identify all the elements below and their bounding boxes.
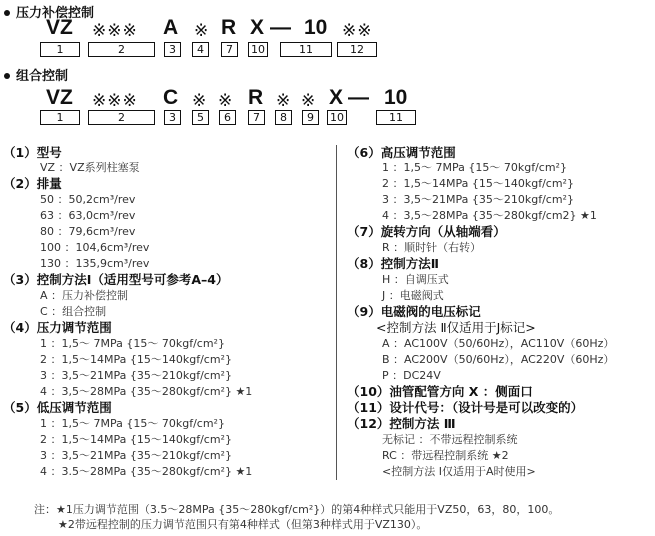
code-box: 1 [40,110,80,125]
left-item: VZ ：VZ系列柱塞泵 [40,161,140,174]
code-box: 11 [376,110,416,125]
code-box: 10 [248,42,268,57]
right-item: 3 ：3,5～21MPa {35～210kgf/cm²} [382,193,574,206]
code-x: X [329,86,344,109]
left-item: 2 ：1,5～14MPa {15～140kgf/cm²} [40,353,232,366]
code-box: 7 [248,110,265,125]
left-heading: （1）型号 [3,145,62,160]
code-dash: — [270,16,291,39]
code-star: ※※ [342,21,373,40]
code-box: 5 [192,110,209,125]
left-item: 4 ：3.5～28MPa {35～280kgf/cm²} ★1 [40,465,253,478]
right-item: 4 ：3,5～28MPa {35～280kgf/cm2} ★1 [382,209,597,222]
code-a: A [163,16,179,39]
right-heading: （11）设计代号：（设计号是可以改变的） [347,400,584,415]
left-item: 2 ：1,5～14MPa {15～140kgf/cm²} [40,433,232,446]
left-item: 130 ：135,9cm³/rev [40,257,150,270]
code-box: 10 [327,110,347,125]
code-x: X [250,16,265,39]
right-heading: （7）旋转方向（从轴端看） [347,224,506,239]
right-item: P ：DC24V [382,369,441,382]
code-box: 11 [280,42,332,57]
right-item: H ：自调压式 [382,273,449,286]
right-item: <控制方法 Ⅰ仅适用于A时使用> [382,465,536,478]
left-heading: （5）低压调节范围 [3,400,112,415]
code-star: ※ [218,91,234,110]
code-box: 2 [88,42,155,57]
left-item: 63 ：63,0cm³/rev [40,209,136,222]
footnote: 注：★1压力调节范围（3.5～28MPa {35～280kgf/cm²}）的第4种样式只能用于VZ50，63，80，100。 [34,503,560,516]
code-box: 8 [275,110,292,125]
left-item: C ：组合控制 [40,305,107,318]
right-item: A ：AC100V（50/60Hz），AC110V（60Hz） [382,337,615,350]
code-star: ※※※ [92,91,138,110]
code-10: 10 [304,16,328,39]
code-box: 6 [219,110,236,125]
bullet-icon [4,73,10,79]
right-heading: （12）控制方法 Ⅲ [347,416,456,431]
right-item: 2 ：1,5～14MPa {15～140kgf/cm²} [382,177,574,190]
code-star: ※ [194,21,210,40]
right-heading: （8）控制方法Ⅱ [347,256,439,271]
left-item: 4 ：3,5～28MPa {35～280kgf/cm²} ★1 [40,385,253,398]
code-vz: VZ [46,86,73,109]
left-heading: （2）排量 [3,176,62,191]
left-item: 100 ：104,6cm³/rev [40,241,150,254]
code-dash: — [348,86,369,109]
left-item: 1 ：1,5～ 7MPa {15～ 70kgf/cm²} [40,337,225,350]
code-box: 7 [221,42,238,57]
right-heading: （9）电磁阀的电压标记 [347,304,481,319]
code-box: 4 [192,42,209,57]
left-item: 3 ：3,5～21MPa {35～210kgf/cm²} [40,449,232,462]
code-vz: VZ [46,16,73,39]
right-heading: （10）油管配管方向 X ：侧面口 [347,384,533,399]
bullet-icon [4,10,10,16]
code-star: ※※※ [92,21,138,40]
left-heading: （4）压力调节范围 [3,320,112,335]
left-item: 1 ：1,5～ 7MPa {15～ 70kgf/cm²} [40,417,225,430]
left-item: 3 ：3,5～21MPa {35～210kgf/cm²} [40,369,232,382]
code-star: ※ [276,91,292,110]
left-item: 50 ：50,2cm³/rev [40,193,136,206]
section1-title: 压力补偿控制 [4,2,94,21]
right-item: 无标记 ：不带远程控制系统 [382,433,518,446]
right-item: B ：AC200V（50/60Hz），AC220V（60Hz） [382,353,615,366]
right-item: 1 ：1,5～ 7MPa {15～ 70kgf/cm²} [382,161,567,174]
footnote: ★2带远程控制的压力调节范围只有第4种样式（但第3种样式用于VZ130）。 [58,518,428,531]
code-box: 12 [337,42,377,57]
code-star: ※ [301,91,317,110]
code-box: 9 [302,110,319,125]
code-c: C [163,86,179,109]
left-heading: （3）控制方法Ⅰ（适用型号可参考A–4） [3,272,229,287]
right-item: RC ：带远程控制系统 ★2 [382,449,509,462]
code-box: 1 [40,42,80,57]
right-heading: （6）高压调节范围 [347,145,456,160]
code-r: R [221,16,237,39]
right-subheading: <控制方法 Ⅱ仅适用于J标记> [376,320,536,335]
code-box: 3 [164,42,181,57]
right-item: R ：顺时针（右转） [382,241,482,254]
column-divider [336,145,337,480]
right-item: J ：电磁阀式 [382,289,444,302]
left-item: 80 ：79,6cm³/rev [40,225,136,238]
section2-title: 组合控制 [4,65,68,84]
code-box: 2 [88,110,155,125]
code-star: ※ [192,91,208,110]
code-10: 10 [384,86,408,109]
left-item: A ：压力补偿控制 [40,289,129,302]
code-box: 3 [164,110,181,125]
code-r: R [248,86,264,109]
